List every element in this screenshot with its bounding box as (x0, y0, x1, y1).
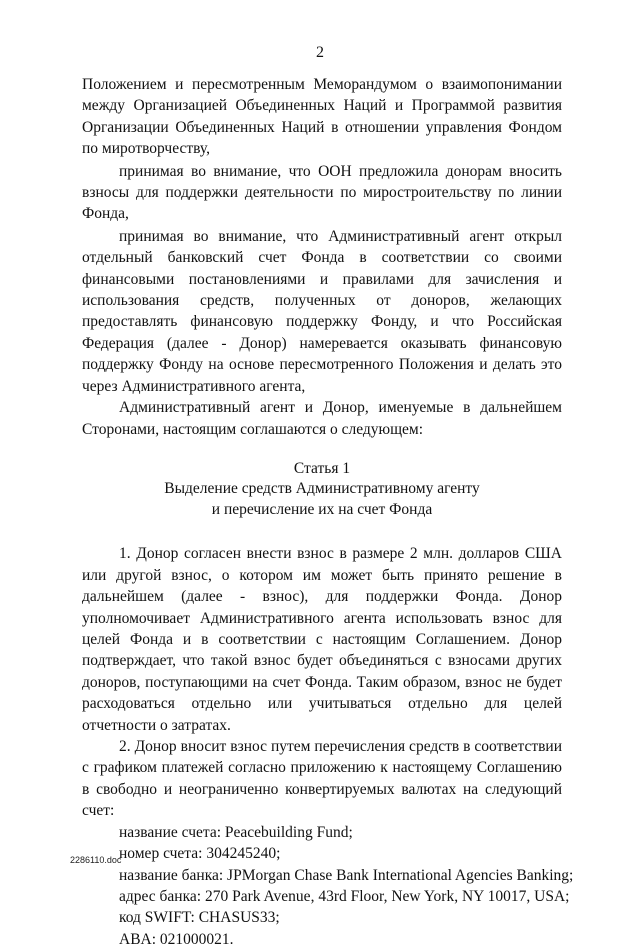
article-heading (82, 459, 562, 521)
swift-code: код SWIFT: CHASUS33; (119, 909, 280, 927)
bank-name: название банка: JPMorgan Chase Bank International Agencies Banking; (119, 866, 574, 884)
clause-1: 1. Донор согласен внести взнос в размере 2 млн. долларов США или другой взнос, о котором им может быть принято решение в дальнейшем (далее - взнос), для поддержки Фонда. Донор уполномочивает Административного агента использовать взнос для целей Фонда и в соответствии с настоящим Соглашением. Донор подтверждает, что такой взнос будет объединяться с взносами других доноров, поступающими на счет Фонда. Таким образом, взнос не будет расходоваться отдельно или учитываться отдельно для целей отчетности о затратах. (82, 545, 562, 734)
bank-address: адрес банка: 270 Park Avenue, 43rd Floor, New York, NY 10017, USA; (119, 887, 570, 905)
file-name-footer: 2286110.doc (70, 855, 122, 865)
account-details (82, 822, 574, 950)
paragraph-preamble-continuation: Положением и пересмотренным Меморандумом о взаимопонимании между Организацией Объединенных Наций и Программой развития Организации Объединенных Наций в отношении управления Фондом по миротворчеству, (82, 76, 562, 158)
article-title-line-1: Выделение средств Административному агенту (164, 480, 480, 498)
account-number: номер счета: 304245240; (119, 845, 281, 863)
account-name: название счета: Peacebuilding Fund; (119, 823, 353, 841)
paragraph-parties-agree: Административный агент и Донор, именуемые в дальнейшем Сторонами, настоящим соглашаются о следующем: (82, 399, 562, 438)
paragraph-un-invitation: принимая во внимание, что ООН предложила донорам вносить взносы для поддержки деятельности по миростроительству по линии Фонда, (82, 162, 562, 223)
paragraph-bank-account: принимая во внимание, что Административный агент открыл отдельный банковский счет Фонда в соответствии со своими финансовыми постановлениями и правилами для зачисления и использования средств, полученных от доноров, желающих предоставлять финансовую поддержку Фонду, и что Российская Федерация (далее - Донор) намеревается оказывать финансовую поддержку Фонду на основе пересмотренного Положения и делать это через Административного агента, (82, 227, 562, 395)
clause-2: 2. Донор вносит взнос путем перечисления средств в соответствии с графиком платежей согласно приложению к настоящему Соглашению в свободно и неограниченно конвертируемых валютах на следующий счет: (82, 738, 562, 820)
article-number: Статья 1 (293, 459, 351, 477)
page-number: 2 (316, 44, 324, 61)
aba-code: ABA: 021000021. (119, 930, 234, 948)
document-body (82, 74, 574, 950)
article-title-line-2: и перечисление их на счет Фонда (211, 500, 433, 518)
